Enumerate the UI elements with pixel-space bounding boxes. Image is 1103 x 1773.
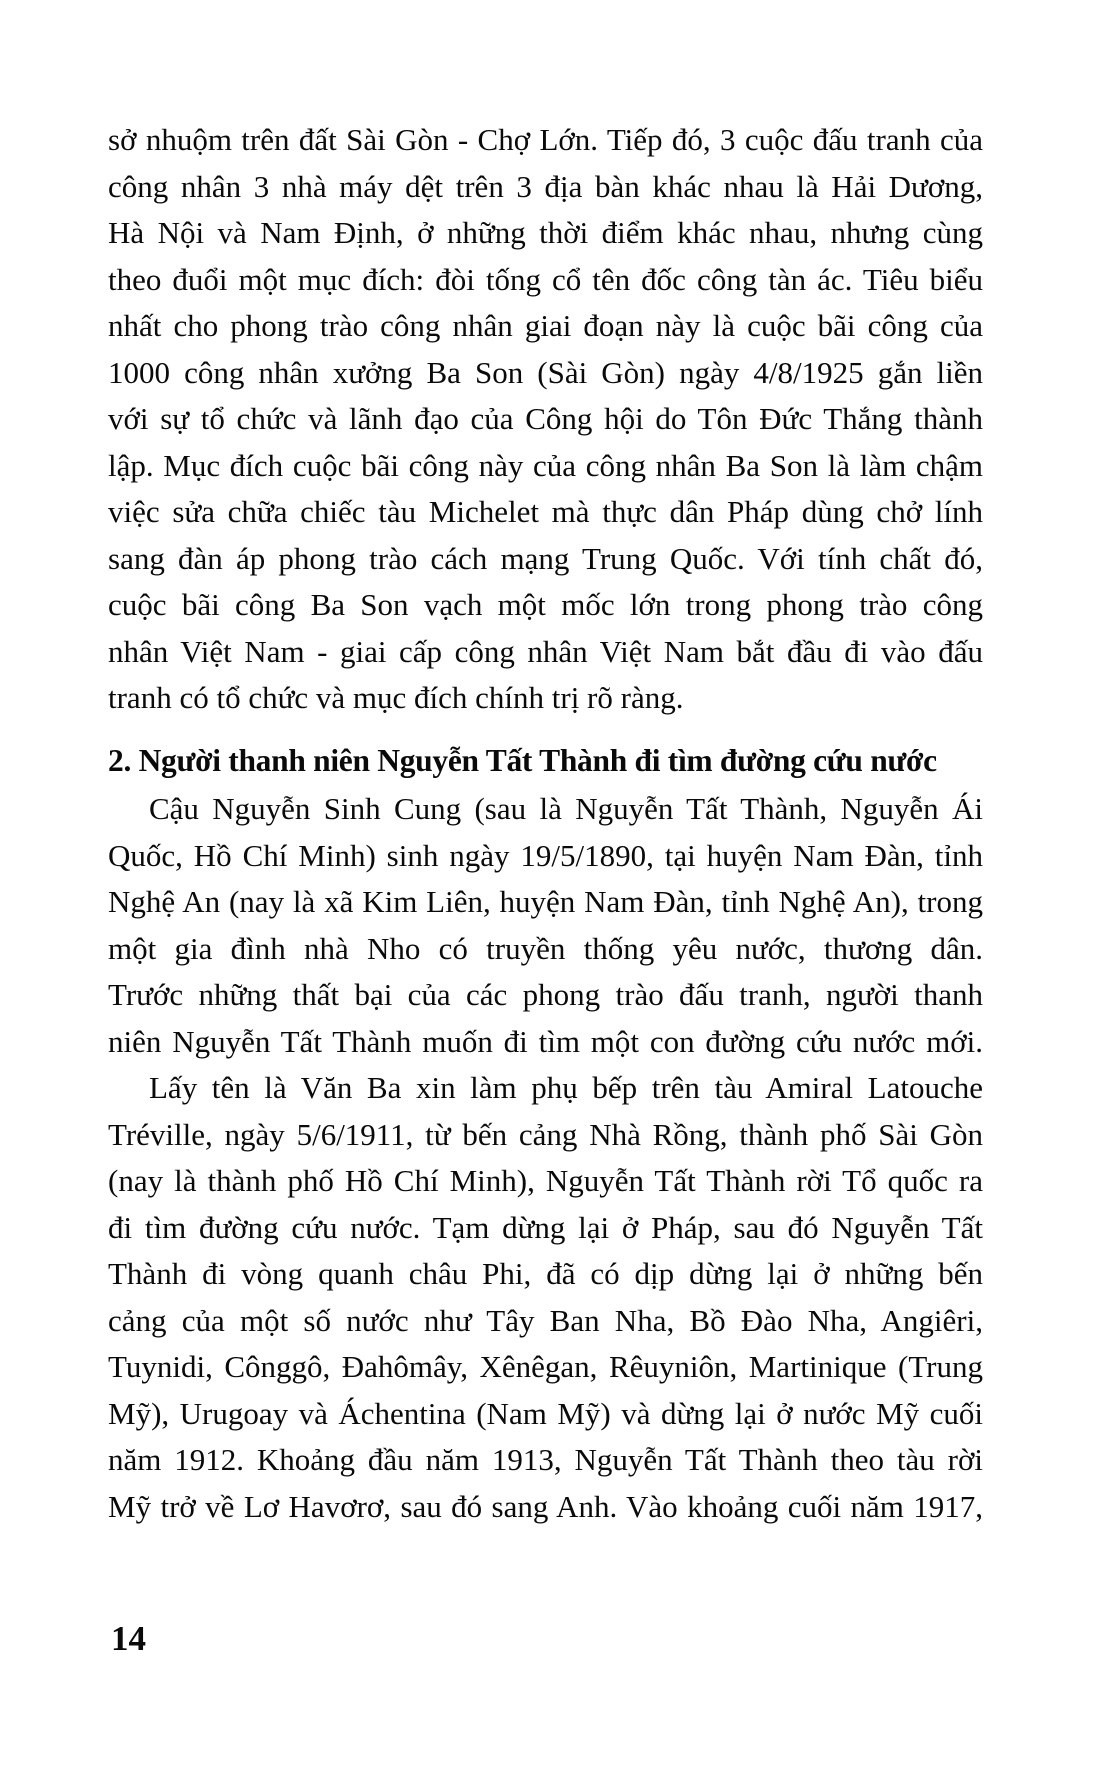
text-line: Nghệ An (nay là xã Kim Liên, huyện Nam Đàn, tỉnh Nghệ An), trong <box>108 884 983 919</box>
paragraph-van-ba-journey <box>108 1065 983 1530</box>
paragraph-ba-son-strike <box>108 117 983 722</box>
text-line: tranh có tổ chức và mục đích chính trị rõ ràng. <box>108 680 684 715</box>
text-line: niên Nguyễn Tất Thành muốn đi tìm một con đường cứu nước mới. <box>108 1023 983 1059</box>
text-line: với sự tổ chức và lãnh đạo của Công hội do Tôn Đức Thắng thành <box>108 401 983 436</box>
text-line: việc sửa chữa chiếc tàu Michelet mà thực dân Pháp dùng chở lính <box>108 494 983 529</box>
section-heading: 2. Người thanh niên Nguyễn Tất Thành đi tìm đường cứu nước <box>108 742 937 778</box>
text-line: 1000 công nhân xưởng Ba Son (Sài Gòn) ngày 4/8/1925 gắn liền <box>108 354 983 390</box>
text-line: sở nhuộm trên đất Sài Gòn - Chợ Lớn. Tiếp đó, 3 cuộc đấu tranh của <box>108 122 983 157</box>
text-line: nhân Việt Nam - giai cấp công nhân Việt Nam bắt đầu đi vào đấu <box>108 633 983 669</box>
text-line: Tréville, ngày 5/6/1911, từ bến cảng Nhà Rồng, thành phố Sài Gòn <box>108 1116 983 1152</box>
text-line: theo đuổi một mục đích: đòi tống cổ tên đốc công tàn ác. Tiêu biểu <box>108 261 983 297</box>
text-line: đi tìm đường cứu nước. Tạm dừng lại ở Pháp, sau đó Nguyễn Tất <box>108 1209 983 1245</box>
text-line: cảng của một số nước như Tây Ban Nha, Bồ Đào Nha, Angiêri, <box>108 1302 983 1338</box>
text-line: Thành đi vòng quanh châu Phi, đã có dịp dừng lại ở những bến <box>108 1256 983 1291</box>
text-line: công nhân 3 nhà máy dệt trên 3 địa bàn khác nhau là Hải Dương, <box>108 168 983 204</box>
page-number: 14 <box>111 1619 146 1658</box>
text-line: Quốc, Hồ Chí Minh) sinh ngày 19/5/1890, tại huyện Nam Đàn, tỉnh <box>108 837 983 873</box>
text-line: Mỹ trở về Lơ Havơrơ, sau đó sang Anh. Vào khoảng cuối năm 1917, <box>108 1488 983 1524</box>
text-line: nhất cho phong trào công nhân giai đoạn này là cuộc bãi công của <box>108 308 983 343</box>
text-line: Mỹ), Urugoay và Áchentina (Nam Mỹ) và dừng lại ở nước Mỹ cuối <box>108 1395 983 1431</box>
paragraph-nguyen-sinh-cung <box>108 786 983 1065</box>
text-line: Hà Nội và Nam Định, ở những thời điểm khác nhau, nhưng cùng <box>108 215 983 250</box>
text-line: Cậu Nguyễn Sinh Cung (sau là Nguyễn Tất Thành, Nguyễn Ái <box>149 791 983 826</box>
text-line: Tuynidi, Cônggô, Đahômây, Xênêgan, Rêuyniôn, Martinique (Trung <box>108 1349 983 1384</box>
text-line: năm 1912. Khoảng đầu năm 1913, Nguyễn Tất Thành theo tàu rời <box>108 1442 983 1477</box>
text-line: sang đàn áp phong trào cách mạng Trung Quốc. Với tính chất đó, <box>108 540 983 576</box>
text-line: Trước những thất bại của các phong trào đấu tranh, người thanh <box>108 977 983 1012</box>
text-line: cuộc bãi công Ba Son vạch một mốc lớn trong phong trào công <box>108 587 983 622</box>
text-line: lập. Mục đích cuộc bãi công này của công nhân Ba Son là làm chậm <box>108 447 983 483</box>
text-line: một gia đình nhà Nho có truyền thống yêu nước, thương dân. <box>108 930 983 966</box>
page-text-block <box>108 117 983 1530</box>
text-line: (nay là thành phố Hồ Chí Minh), Nguyễn Tất Thành rời Tổ quốc ra <box>108 1163 983 1198</box>
text-line: Lấy tên là Văn Ba xin làm phụ bếp trên tàu Amiral Latouche <box>149 1070 983 1105</box>
